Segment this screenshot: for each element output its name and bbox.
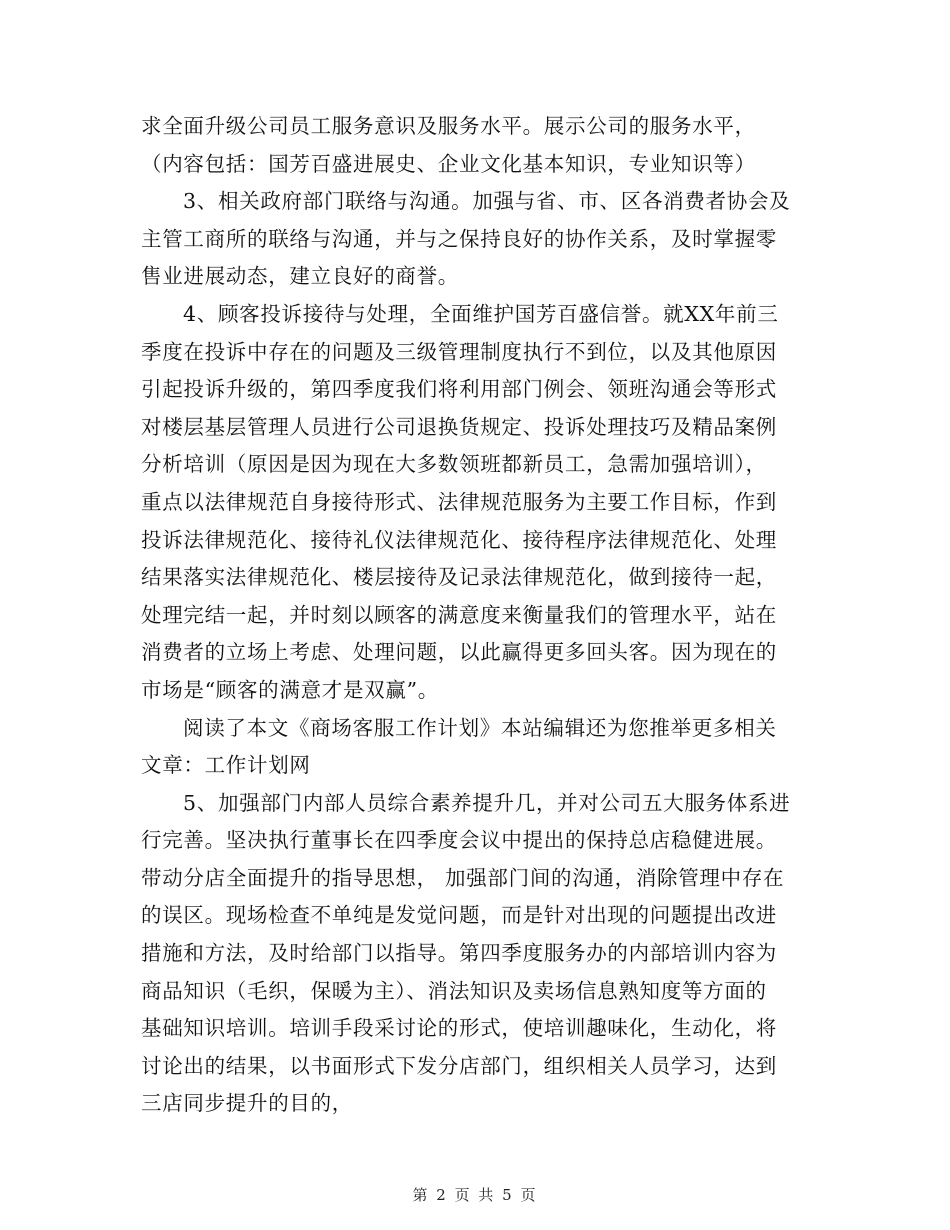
text-line: 处理完结一起，并时刻以顾客的满意度来衡量我们的管理水平，站在 xyxy=(141,602,777,627)
page-number-footer: 第 2 页 共 5 页 xyxy=(412,1186,538,1204)
text-line: 消费者的立场上考虑、处理问题，以此赢得更多回头客。因为现在的 xyxy=(141,640,777,665)
text-line: 3、相关政府部门联络与沟通。加强与省、市、区各消费者协会及 xyxy=(183,189,791,214)
text-line: 主管工商所的联络与沟通，并与之保持良好的协作关系，及时掌握零 xyxy=(141,226,777,251)
text-line: 4、顾客投诉接待与处理，全面维护国芳百盛信誉。就XX年前三 xyxy=(183,301,779,326)
text-line: 带动分店全面提升的指导思想， 加强部门间的沟通，消除管理中存在 xyxy=(141,865,785,890)
text-line: 市场是“顾客的满意才是双赢”。 xyxy=(141,677,439,702)
text-line: 行完善。坚决执行董事长在四季度会议中提出的保持总店稳健进展。 xyxy=(141,828,777,853)
text-line: 求全面升级公司员工服务意识及服务水平。展示公司的服务水平， xyxy=(141,114,756,138)
document-body xyxy=(141,108,821,1123)
text-line: 重点以法律规范自身接待形式、法律规范服务为主要工作目标，作到 xyxy=(141,489,777,514)
text-line: 文章：工作计划网 xyxy=(141,753,311,778)
text-line: 对楼层基层管理人员进行公司退换货规定、投诉处理技巧及精品案例 xyxy=(141,414,777,439)
text-line: 措施和方法，及时给部门以指导。第四季度服务办的内部培训内容为 xyxy=(141,941,777,966)
text-line: 阅读了本文《商场客服工作计划》本站编辑还为您推举更多相关 xyxy=(183,715,777,740)
text-line: 售业进展动态，建立良好的商誉。 xyxy=(141,264,459,289)
text-line: 三店同步提升的目的， xyxy=(141,1091,353,1116)
text-line: 基础知识培训。培训手段采讨论的形式，使培训趣味化，生动化，将 xyxy=(141,1016,777,1041)
text-line: 讨论出的结果，以书面形式下发分店部门，组织相关人员学习，达到 xyxy=(141,1053,777,1078)
text-line: 季度在投诉中存在的问题及三级管理制度执行不到位，以及其他原因 xyxy=(141,339,777,364)
text-line: 引起投诉升级的，第四季度我们将利用部门例会、领班沟通会等形式 xyxy=(141,377,777,402)
text-line: 商品知识（毛织，保暖为主）、消法知识及卖场信息熟知度等方面的 xyxy=(141,978,767,1003)
text-line: 结果落实法律规范化、楼层接待及记录法律规范化，做到接待一起， xyxy=(141,565,777,590)
text-line: 5、加强部门内部人员综合素养提升几，并对公司五大服务体系进 xyxy=(183,790,791,815)
text-line: 分析培训（原因是因为现在大多数领班都新员工，急需加强培训）， xyxy=(141,452,767,477)
text-line: （内容包括：国芳百盛进展史、企业文化基本知识，专业知识等） xyxy=(141,151,756,176)
text-line: 投诉法律规范化、接待礼仪法律规范化、接待程序法律规范化、处理 xyxy=(141,527,777,552)
text-line: 的误区。现场检查不单纯是发觉问题，而是针对出现的问题提出改进 xyxy=(141,903,777,928)
